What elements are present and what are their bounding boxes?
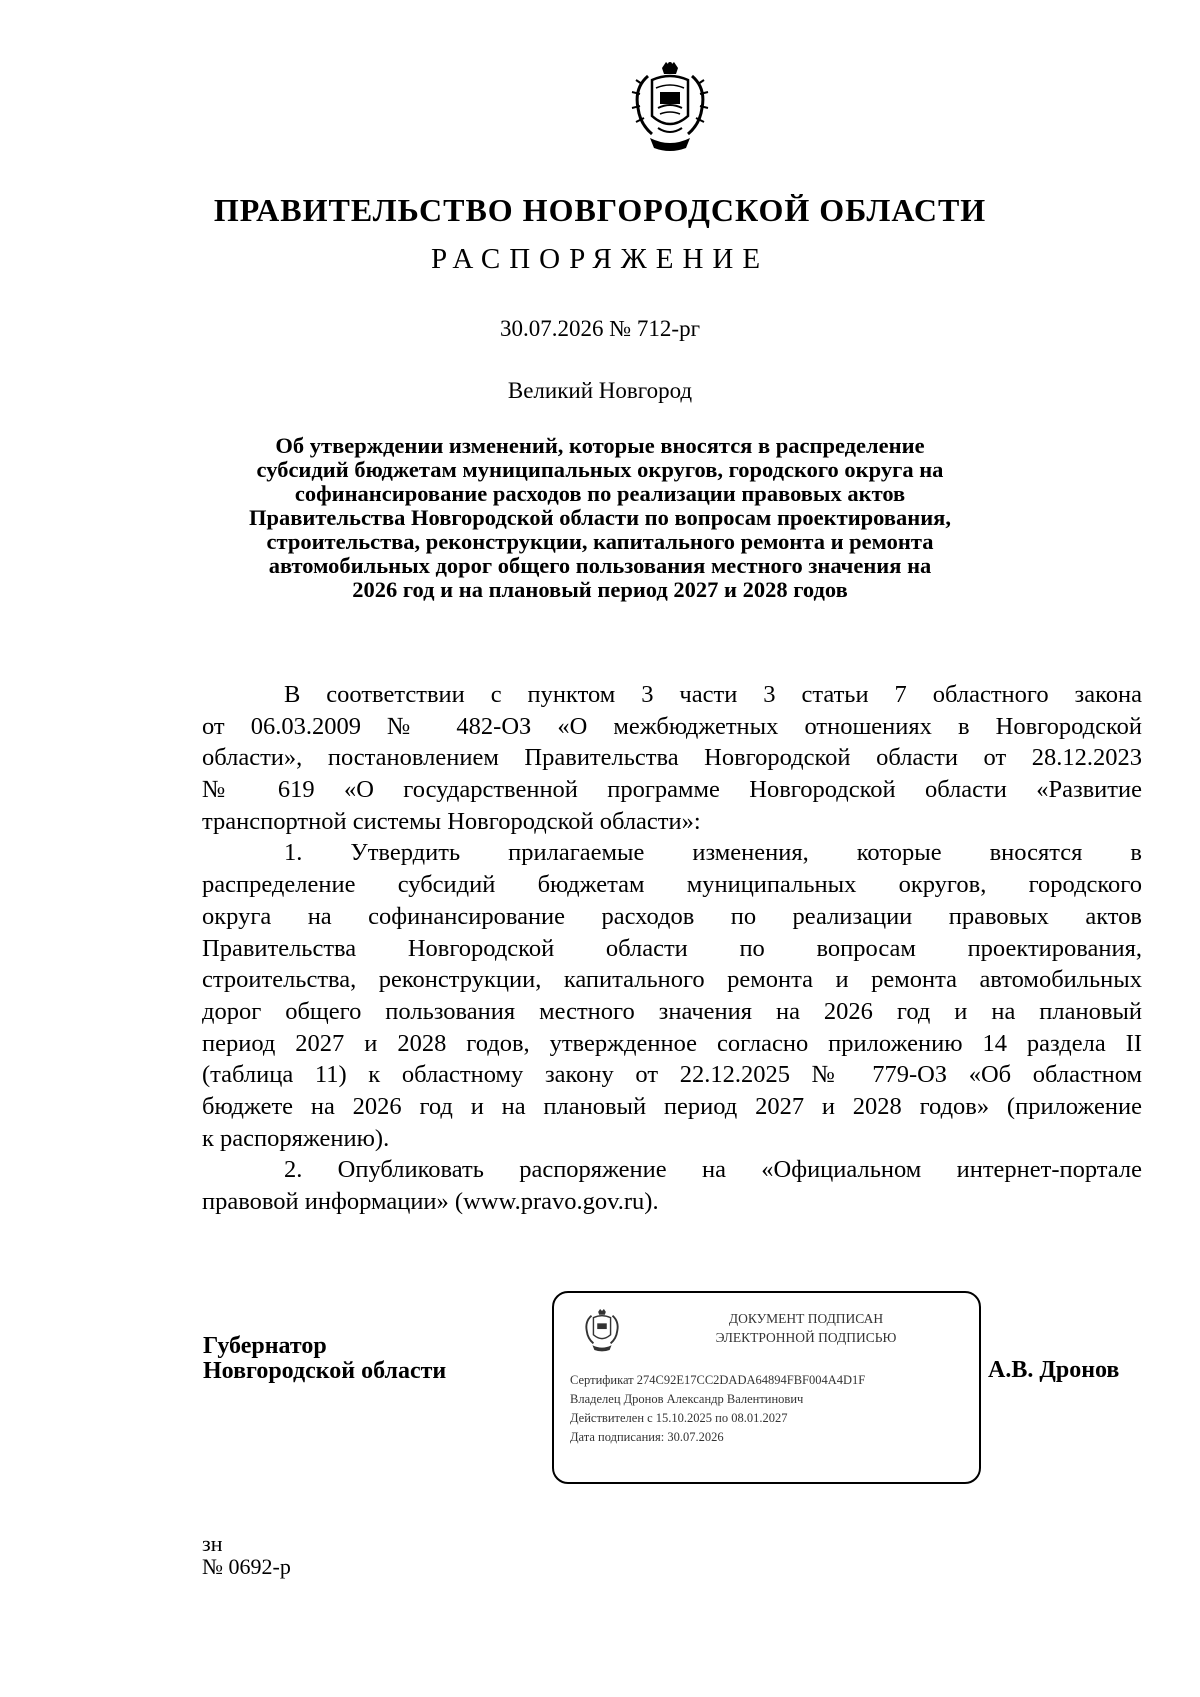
title-line: 2026 год и на плановый период 2027 и 2028 годов: [352, 577, 848, 602]
stamp-heading: [646, 1309, 966, 1347]
body-line: транспортной системы Новгородской области»:: [202, 807, 701, 835]
signer-name: А.В. Дронов: [988, 1357, 1120, 1383]
title-line: автомобильных дорог общего пользования местного значения на: [268, 553, 932, 578]
stamp-certificate: Сертификат 274C92E17CC2DADA64894FBF004A4D1F: [570, 1373, 866, 1387]
document-body: [202, 679, 1142, 1218]
document-type: РАСПОРЯЖЕНИЕ: [430, 243, 770, 275]
organization-name: ПРАВИТЕЛЬСТВО НОВГОРОДСКОЙ ОБЛАСТИ: [213, 192, 987, 228]
footer-number: № 0692-р: [202, 1554, 291, 1579]
stamp-heading-line: ДОКУМЕНТ ПОДПИСАН: [728, 1311, 884, 1326]
electronic-signature-stamp: [552, 1291, 981, 1484]
body-line: 1. Утвердить прилагаемые изменения, которые вносятся в: [284, 839, 1142, 867]
body-line: В соответствии с пунктом 3 части 3 статьи 7 областного закона: [284, 681, 1142, 708]
body-line: № 619 «О государственной программе Новгородской области «Развитие: [202, 776, 1142, 804]
body-line: дорог общего пользования местного значения на 2026 год и на плановый: [202, 997, 1142, 1025]
body-line: период 2027 и 2028 годов, утвержденное согласно приложению 14 раздела II: [202, 1029, 1142, 1057]
stamp-details: [570, 1371, 865, 1447]
stamp-sign-date: Дата подписания: 30.07.2026: [570, 1430, 724, 1444]
title-line: строительства, реконструкции, капитального ремонта и ремонта: [266, 529, 934, 554]
position-line: Губернатор: [203, 1333, 327, 1359]
title-line: софинансирование расходов по реализации правовых актов: [294, 481, 906, 506]
body-line: от 06.03.2009 № 482-ОЗ «О межбюджетных отношениях в Новгородской: [202, 712, 1142, 740]
footer-initials: зн: [202, 1531, 223, 1556]
coat-of-arms-icon: [582, 1307, 622, 1353]
body-line: строительства, реконструкции, капитального ремонта и ремонта автомобильных: [202, 966, 1142, 994]
body-line: Правительства Новгородской области по вопросам проектирования,: [202, 934, 1142, 962]
coat-of-arms-icon: [628, 58, 712, 154]
body-line: 2. Опубликовать распоряжение на «Официальном интернет-портале: [284, 1156, 1142, 1184]
body-line: правовой информации» (www.pravo.gov.ru).: [202, 1188, 659, 1215]
title-line: Об утверждении изменений, которые вносятся в распределение: [275, 433, 925, 458]
body-line: области», постановлением Правительства Новгородской области от 28.12.2023: [202, 744, 1142, 772]
stamp-heading-line: ЭЛЕКТРОННОЙ ПОДПИСЬЮ: [715, 1330, 897, 1345]
body-line: округа на софинансирование расходов по реализации правовых актов: [202, 902, 1142, 930]
stamp-validity: Действителен с 15.10.2025 по 08.01.2027: [570, 1411, 788, 1425]
position-line: Новгородской области: [203, 1358, 447, 1384]
signatory-position: [203, 1334, 446, 1384]
title-line: Правительства Новгородской области по вопросам проектирования,: [249, 505, 951, 530]
document-title: [200, 434, 1000, 602]
document-city: Великий Новгород: [507, 378, 693, 403]
body-line: распределение субсидий бюджетам муниципальных округов, городского: [202, 871, 1142, 899]
stamp-owner: Владелец Дронов Александр Валентинович: [570, 1392, 804, 1406]
title-line: субсидий бюджетам муниципальных округов, городского округа на: [256, 457, 944, 482]
body-line: (таблица 11) к областному закону от 22.12.2025 № 779-ОЗ «Об областном: [202, 1061, 1142, 1089]
body-line: к распоряжению).: [202, 1124, 390, 1152]
document-footer: [202, 1532, 291, 1578]
body-line: бюджете на 2026 год и на плановый период 2027 и 2028 годов» (приложение: [202, 1092, 1142, 1120]
document-date-number: 30.07.2026 № 712-рг: [499, 316, 701, 341]
